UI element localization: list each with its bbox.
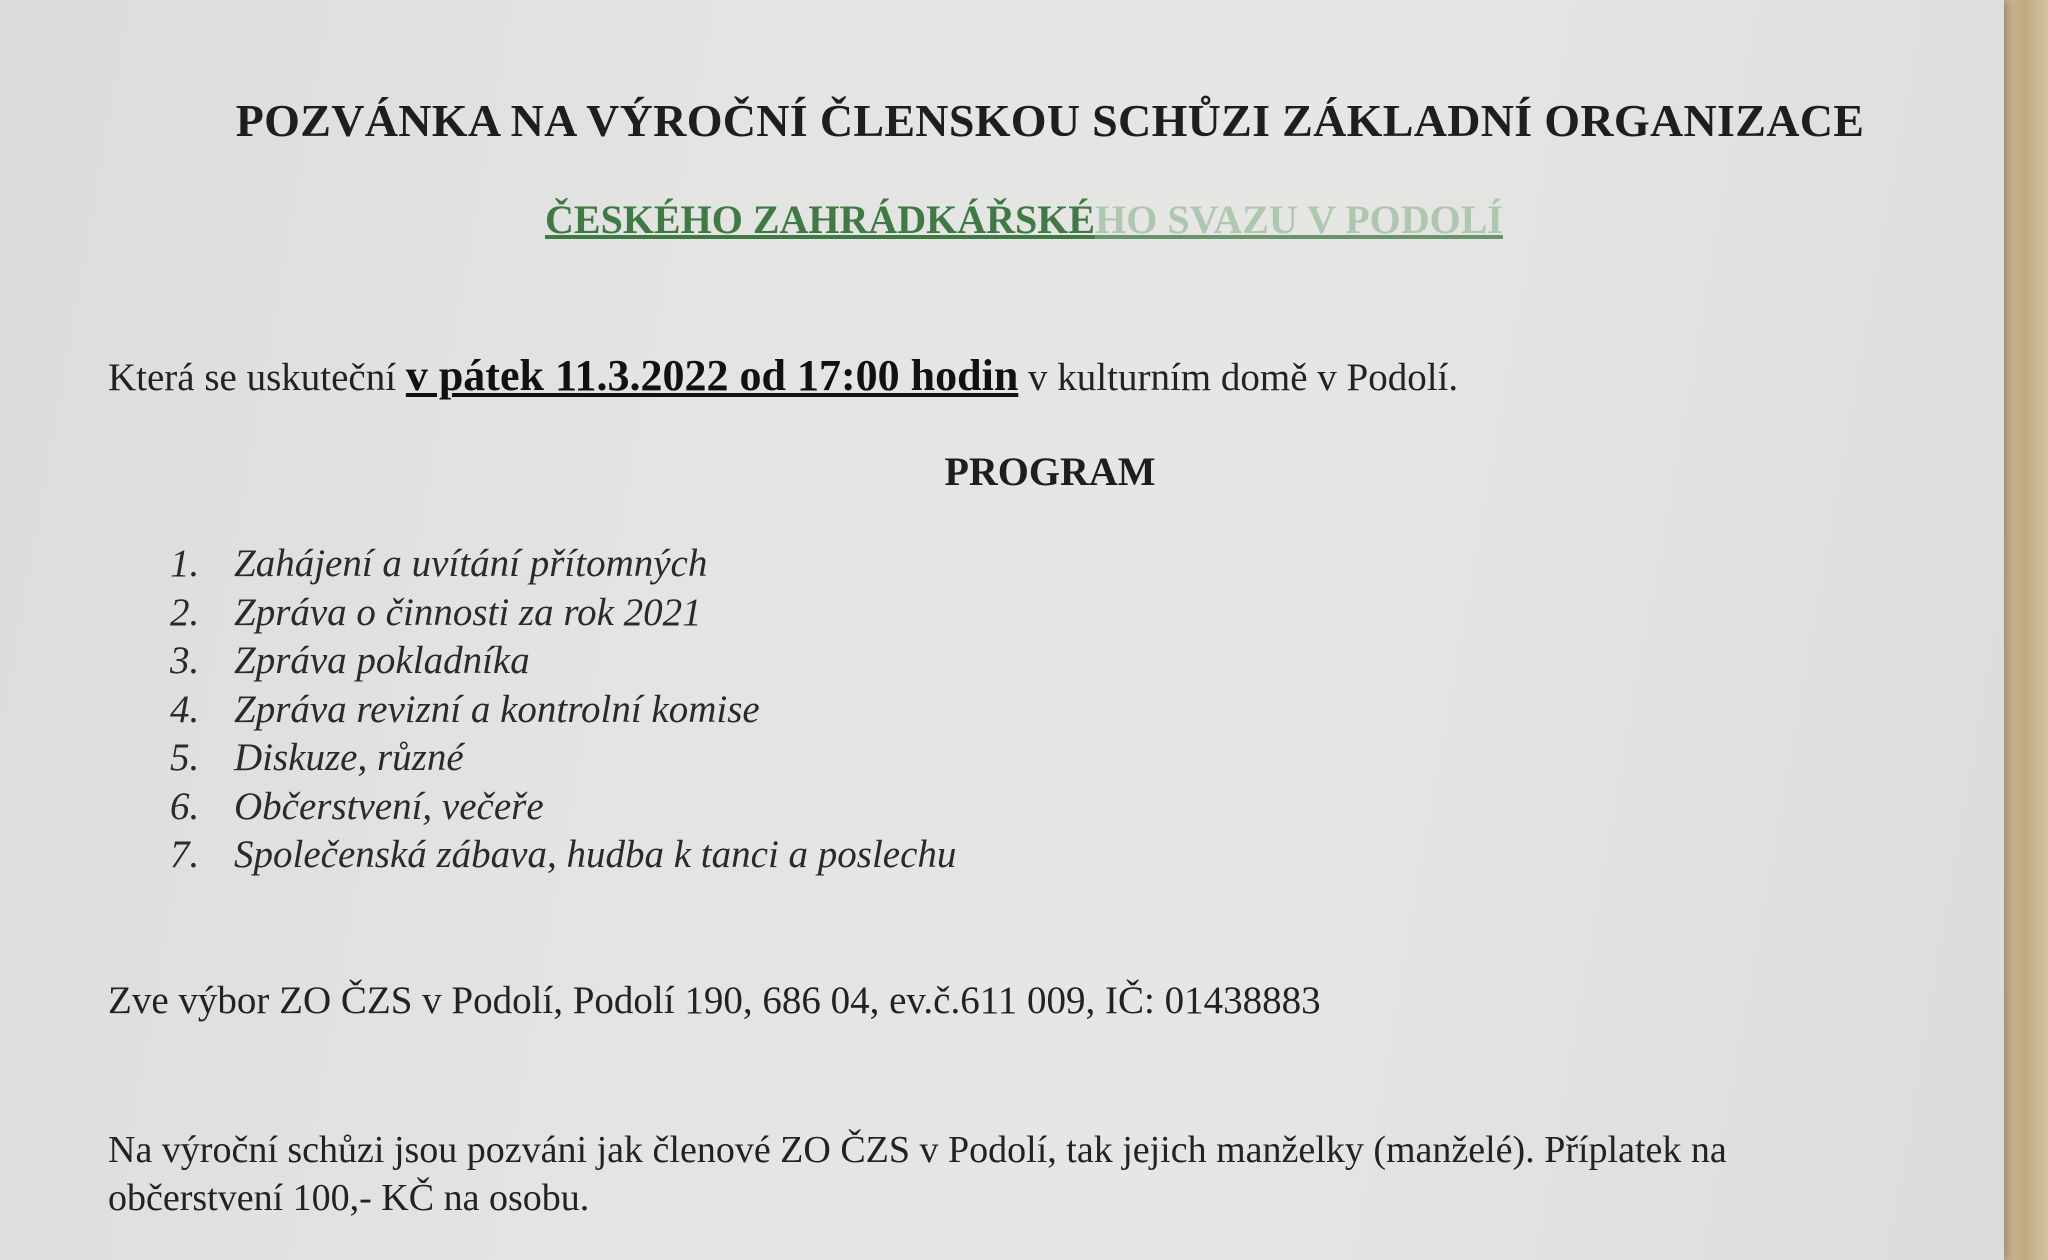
agenda-item-number: 1. [170, 542, 200, 585]
agenda-item [170, 686, 956, 735]
event-date-time: v pátek 11.3.2022 od 17:00 hodin [405, 351, 1019, 400]
agenda-item-number: 3. [170, 639, 200, 682]
agenda-item [170, 589, 956, 638]
agenda-item [170, 831, 956, 880]
agenda-item-text: Společenská zábava, hudba k tanci a poslechu [234, 833, 957, 876]
event-line [108, 350, 1458, 401]
agenda-item [170, 540, 956, 589]
event-intro: Která se uskuteční [108, 356, 397, 399]
agenda-item [170, 637, 956, 686]
agenda-item-text: Diskuze, různé [234, 736, 464, 779]
agenda-item-text: Občerstvení, večeře [234, 784, 544, 828]
agenda-item-text: Zahájení a uvítání přítomných [234, 542, 708, 585]
program-heading: PROGRAM [944, 449, 1156, 494]
note-line-2: občerstvení 100,- KČ na osobu. [108, 1177, 590, 1219]
agenda-item-number: 4. [170, 687, 200, 731]
document-title: POZVÁNKA NA VÝROČNÍ ČLENSKOU SCHŮZI ZÁKLADNÍ ORGANIZACE [235, 95, 1865, 146]
agenda-list [170, 540, 956, 880]
agenda-item-text: Zpráva o činnosti za rok 2021 [234, 590, 702, 634]
subtitle-faded-part: HO SVAZU V PODOLÍ [1095, 197, 1503, 242]
signature-line: Zve výbor ZO ČZS v Podolí, Podolí 190, 686 04, ev.č.611 009, IČ: 01438883 [108, 979, 1321, 1022]
agenda-item-text: Zpráva pokladníka [234, 639, 530, 682]
subtitle-visible-part: ČESKÉHO ZAHRÁDKÁŘSKÉ [545, 197, 1096, 242]
note-line-1: Na výroční schůzi jsou pozváni jak členové ZO ČZS v Podolí, tak jejich manželky (manželé). Příplatek na [108, 1129, 1727, 1171]
agenda-item-number: 5. [170, 736, 200, 779]
document-subtitle [545, 196, 1503, 243]
event-place: v kulturním domě v Podolí. [1028, 356, 1459, 399]
agenda-item-number: 7. [170, 833, 200, 876]
agenda-item [170, 734, 956, 783]
agenda-item-number: 6. [170, 784, 200, 828]
agenda-item-number: 2. [170, 590, 200, 634]
agenda-item [170, 783, 956, 832]
agenda-item-text: Zpráva revizní a kontrolní komise [234, 687, 760, 731]
